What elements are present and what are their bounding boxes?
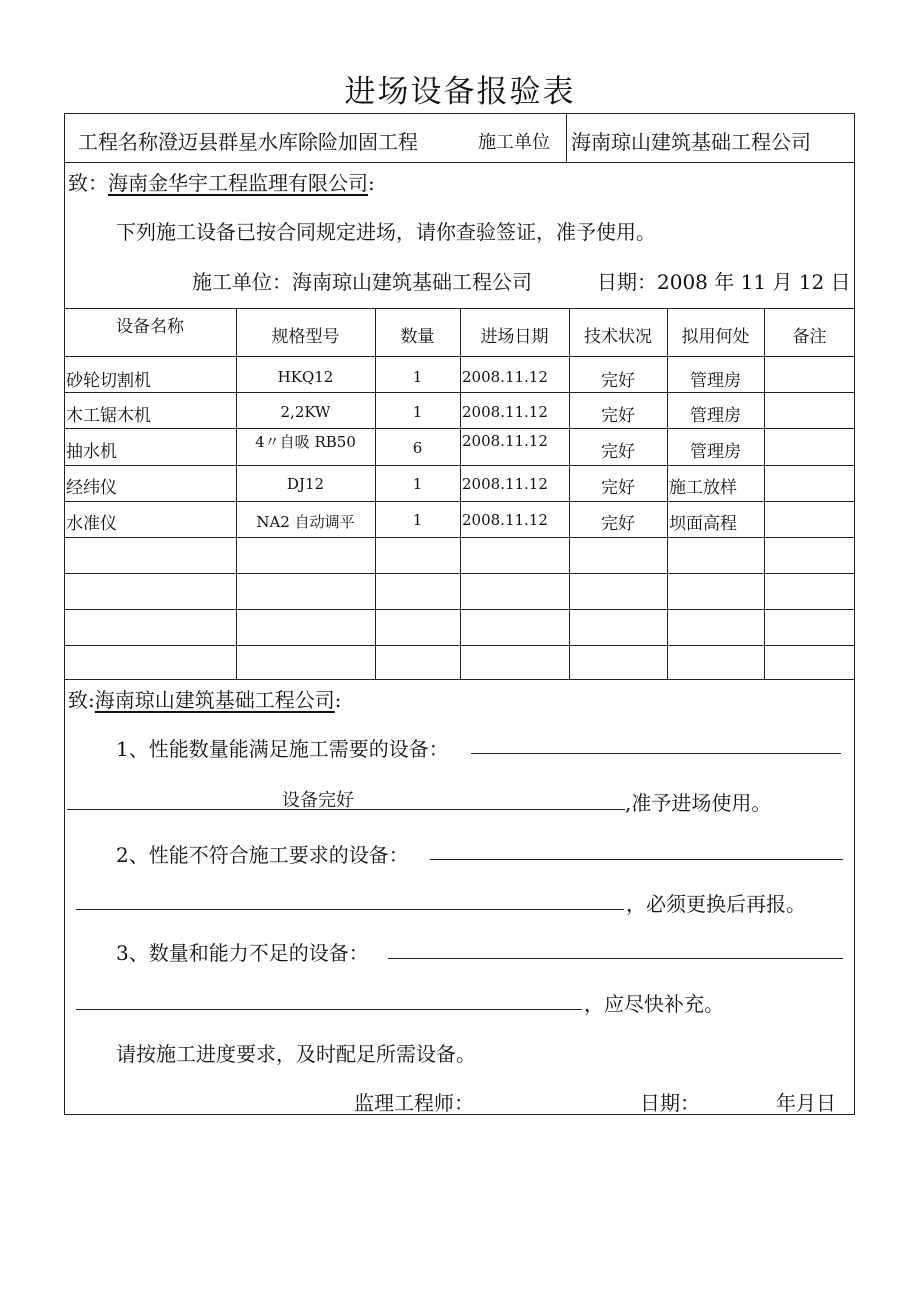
- page-title: 进场设备报验表: [344, 74, 576, 110]
- engineer-label: 监理工程师：: [354, 1091, 474, 1115]
- instruction: 请按施工进度要求，及时配足所需设备。: [116, 1042, 476, 1066]
- row-date: 2008.11.12: [462, 403, 548, 421]
- row-qty: 1: [412, 368, 423, 386]
- row-qty: 1: [412, 475, 423, 493]
- table-column-line: [764, 308, 765, 679]
- row-model: HKQ12: [277, 368, 334, 386]
- item2-suffix: ，必须更换后再报。: [626, 892, 806, 916]
- item2-blank-line: [430, 859, 843, 860]
- project-name-field: [78, 126, 418, 155]
- table-row-line: [64, 679, 855, 680]
- table-column-line: [460, 308, 461, 679]
- row-use: 管理房: [690, 406, 741, 426]
- contractor-name: 海南琼山建筑基础工程公司: [571, 130, 811, 154]
- row-status: 完好: [601, 478, 635, 498]
- application-date-label: 日期：: [597, 270, 657, 294]
- table-column-line: [667, 308, 668, 679]
- row-date: 2008.11.12: [462, 432, 548, 450]
- signer-name: 海南琼山建筑基础工程公司: [292, 270, 532, 294]
- item2-blank-line-2: [76, 909, 624, 910]
- col-header-date: 进场日期: [480, 327, 549, 347]
- table-column-line: [236, 308, 237, 679]
- supervisor-company: 海南金华宇工程监理有限公司: [108, 171, 368, 195]
- application-date: [597, 266, 851, 295]
- item1-suffix: ,准予进场使用。: [625, 791, 772, 815]
- row-model: 2,2KW: [280, 403, 331, 421]
- row-name: 经纬仪: [66, 478, 117, 498]
- item3-label: 3、数量和能力不足的设备：: [116, 941, 369, 965]
- row-date: 2008.11.12: [462, 368, 548, 386]
- item3-blank-line: [388, 958, 843, 959]
- response-date-value: 年月日: [776, 1091, 836, 1115]
- table-column-line: [375, 308, 376, 679]
- row-use: 坝面高程: [669, 514, 737, 534]
- application-addressee: [68, 167, 375, 196]
- row-use: 管理房: [690, 442, 741, 462]
- item1-value: 设备完好: [282, 790, 354, 811]
- contractor-label: 施工单位: [478, 132, 550, 153]
- row-model: DJ12: [286, 475, 325, 493]
- row-date: 2008.11.12: [462, 511, 548, 529]
- response-suffix: :: [334, 688, 342, 712]
- signer-label: 施工单位：: [192, 270, 292, 294]
- addressee-suffix: :: [368, 171, 375, 195]
- item1-label: 1、性能数量能满足施工需要的设备：: [116, 737, 449, 761]
- row-status: 完好: [601, 371, 635, 391]
- col-header-qty: 数量: [400, 327, 435, 347]
- row-name: 砂轮切割机: [66, 371, 151, 391]
- application-body: 下列施工设备已按合同规定进场，请你查验签证，准予使用。: [116, 220, 656, 244]
- col-header-name: 设备名称: [116, 317, 184, 337]
- application-date-value: 2008 年 11 月 12 日: [657, 270, 851, 294]
- row-qty: 6: [412, 439, 423, 457]
- row-name: 木工锯木机: [66, 406, 151, 426]
- row-model: NA2 自动调平: [256, 513, 355, 531]
- row-date: 2008.11.12: [462, 475, 548, 493]
- item2-label: 2、性能不符合施工要求的设备：: [116, 843, 409, 867]
- col-header-note: 备注: [792, 327, 827, 347]
- row-status: 完好: [601, 406, 635, 426]
- application-signer: [192, 266, 532, 295]
- row-status: 完好: [601, 514, 635, 534]
- item3-suffix: ，应尽快补充。: [584, 992, 724, 1016]
- item1-blank-line: [471, 753, 841, 754]
- project-label: 工程名称: [78, 130, 158, 154]
- header-divider: [566, 114, 567, 162]
- row-use: 施工放样: [669, 478, 737, 498]
- project-name: 澄迈县群星水库除险加固工程: [158, 130, 418, 154]
- col-header-model: 规格型号: [271, 327, 340, 347]
- response-addressee: [68, 684, 342, 713]
- row-use: 管理房: [690, 371, 741, 391]
- response-prefix: 致:: [68, 688, 95, 712]
- item3-blank-line-2: [76, 1009, 582, 1010]
- row-qty: 1: [412, 511, 423, 529]
- row-qty: 1: [412, 403, 423, 421]
- row-name: 抽水机: [66, 442, 117, 462]
- row-model: 4〃自吸 RB50: [255, 433, 356, 451]
- col-header-use: 拟用何处: [681, 327, 750, 347]
- row-status: 完好: [601, 442, 635, 462]
- contractor-company: 海南琼山建筑基础工程公司: [94, 688, 335, 712]
- row-name: 水准仪: [66, 514, 117, 534]
- divider: [64, 162, 855, 163]
- col-header-status: 技术状况: [584, 327, 652, 347]
- addressee-prefix: 致：: [68, 171, 108, 195]
- response-date-label: 日期：: [640, 1091, 700, 1115]
